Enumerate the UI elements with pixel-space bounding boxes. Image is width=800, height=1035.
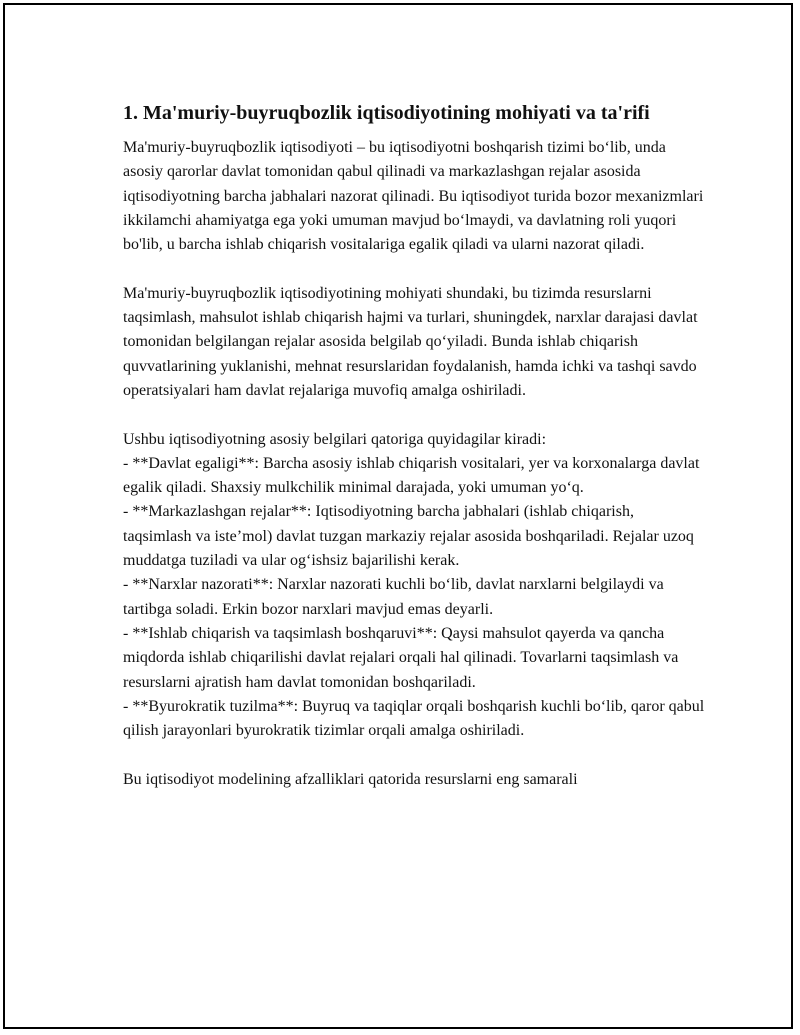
paragraph-advantages: Bu iqtisodiyot modelining afzalliklari qatorida resurslarni eng samarali bbox=[123, 770, 578, 788]
list-intro: Ushbu iqtisodiyotning asosiy belgilari qatoriga quyidagilar kiradi: bbox=[123, 430, 547, 448]
list-item-state-ownership: - **Davlat egaligi**: Barcha asosiy ishlab chiqarish vositalari, yer va korxonalarga davlat egalik qiladi. Shaxsiy mulkchilik minimal darajada, yoki umuman yo‘q. bbox=[123, 454, 700, 497]
paragraph-essence: Ma'muriy-buyruqbozlik iqtisodiyotining mohiyati shundaki, bu tizimda resurslarni taqsimlash, mahsulot ishlab chiqarish hajmi va turlari, shuningdek, narxlar darajasi davlat tomonidan belgilangan rejalar asosida belgilab qo‘yiladi. Bunda ishlab chiqarish quvvatlarining yuklanishi, mehnat resurslaridan foydalanish, hamda ichki va tashqi savdo operatsiyalari ham davlat rejalariga muvofiq amalga oshiriladi. bbox=[123, 284, 698, 399]
list-item-central-planning: - **Markazlashgan rejalar**: Iqtisodiyotning barcha jabhalari (ishlab chiqarish, taqsimlash va iste’mol) davlat tuzgan markaziy rejalar asosida boshqariladi. Rejalar uzoq muddatga tuziladi va ular og‘ishsiz bajarilishi kerak. bbox=[123, 503, 694, 570]
list-item-production-distribution: - **Ishlab chiqarish va taqsimlash boshqaruvi**: Qaysi mahsulot qayerda va qancha miqdorda ishlab chiqarilishi davlat rejalari orqali hal qilinadi. Tovarlarni taqsimlash va resurslarni ajratish ham davlat tomonidan boshqariladi. bbox=[123, 624, 679, 691]
list-item-price-control: - **Narxlar nazorati**: Narxlar nazorati kuchli bo‘lib, davlat narxlarni belgilaydi va tartibga soladi. Erkin bozor narxlari mavjud emas deyarli. bbox=[123, 576, 664, 618]
document-body bbox=[123, 101, 705, 792]
page-frame bbox=[3, 3, 793, 1029]
paragraph-definition: Ma'muriy-buyruqbozlik iqtisodiyoti – bu iqtisodiyotni boshqarish tizimi bo‘lib, unda asosiy qarorlar davlat tomonidan qabul qilinadi va markazlashgan rejalar asosida iqtisodiyotning barcha jabhalari nazorat qilinadi. Bu iqtisodiyot turida bozor mexanizmlari ikkilamchi ahamiyatga ega yoki umuman mavjud bo‘lmaydi, va davlatning roli yuqori bo'lib, u barcha ishlab chiqarish vositalariga egalik qiladi va ularni nazorat qiladi. bbox=[123, 139, 704, 254]
list-item-bureaucracy: - **Byurokratik tuzilma**: Buyruq va taqiqlar orqali boshqarish kuchli bo‘lib, qaror qabul qilish jarayonlari byurokratik tizimlar orqali amalga oshiriladi. bbox=[123, 697, 705, 740]
paragraph-gap bbox=[123, 743, 705, 767]
paragraph-gap bbox=[123, 257, 705, 281]
paragraph-gap bbox=[123, 403, 705, 427]
document-title: 1. Ma'muriy-buyruqbozlik iqtisodiyotining mohiyati va ta'rifi bbox=[123, 102, 650, 124]
